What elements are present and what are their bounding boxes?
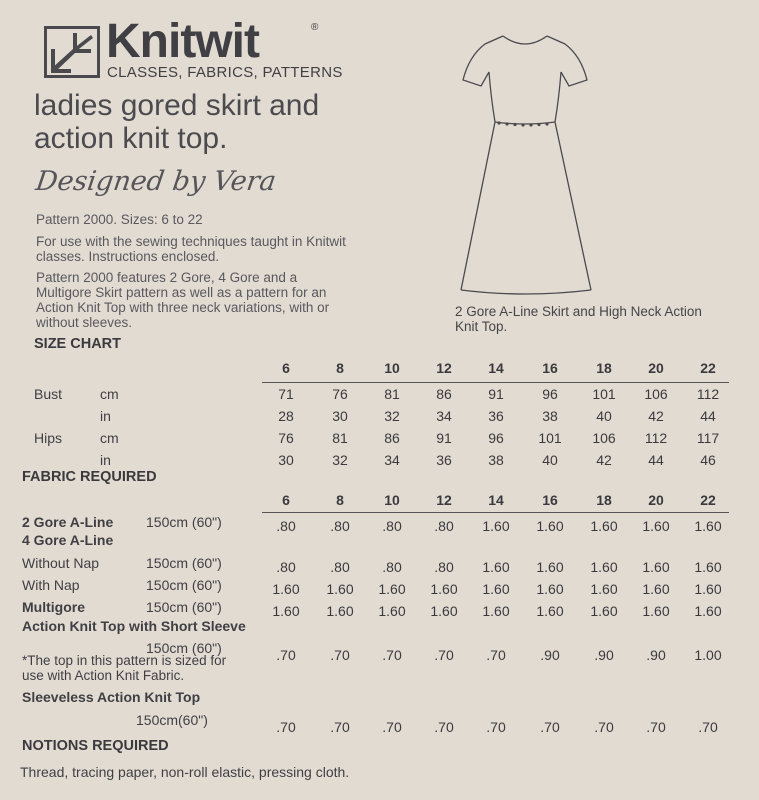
fabric-chart-rule: [262, 512, 729, 513]
table-cell: 1.60: [590, 603, 618, 619]
table-cell: 30: [332, 408, 348, 424]
fabric-row-label: Sleeveless Action Knit Top: [22, 689, 201, 705]
table-cell: .70: [382, 647, 402, 663]
size-header: 22: [700, 492, 716, 508]
size-header: 18: [596, 360, 612, 376]
size-header: 14: [488, 360, 504, 376]
table-cell: 40: [542, 452, 558, 468]
table-cell: .80: [382, 518, 402, 534]
table-cell: .70: [434, 647, 454, 663]
table-cell: 44: [648, 452, 664, 468]
size-header: 6: [282, 492, 290, 508]
fabric-row-label: With Nap: [22, 577, 80, 593]
table-cell: 38: [542, 408, 558, 424]
table-cell: 1.60: [272, 603, 300, 619]
description-text: Pattern 2000 features 2 Gore, 4 Gore and a Multigore Skirt pattern as well as a pattern for an Action Knit Top with three neck variations, with or without sleeves.: [36, 270, 330, 330]
table-cell: 81: [384, 386, 400, 402]
table-cell: 42: [648, 408, 664, 424]
table-cell: 112: [644, 430, 668, 446]
table-cell: 1.60: [482, 603, 510, 619]
size-header: 6: [282, 360, 290, 376]
table-cell: 86: [384, 430, 400, 446]
table-cell: 44: [700, 408, 716, 424]
size-header: 20: [648, 492, 664, 508]
table-cell: 1.60: [272, 581, 300, 597]
size-header: 10: [384, 492, 400, 508]
table-cell: 1.60: [590, 518, 618, 534]
table-cell: .70: [540, 719, 560, 735]
table-cell: 1.60: [326, 581, 354, 597]
table-cell: .70: [276, 719, 296, 735]
table-cell: 1.60: [694, 559, 722, 575]
table-cell: 30: [278, 452, 294, 468]
registered-mark: ®: [311, 22, 319, 33]
fabric-width: 150cm (60"): [146, 599, 222, 615]
table-cell: 117: [696, 430, 720, 446]
pattern-title-line2: action knit top.: [34, 122, 228, 155]
table-cell: .80: [434, 518, 454, 534]
table-cell: 32: [384, 408, 400, 424]
table-cell: 1.60: [642, 559, 670, 575]
table-cell: 1.60: [378, 581, 406, 597]
designer-signature: Designed by Vera: [33, 166, 278, 197]
table-cell: 101: [592, 386, 616, 402]
table-cell: 1.60: [694, 603, 722, 619]
table-cell: .70: [434, 719, 454, 735]
fabric-row-label: Action Knit Top with Short Sleeve: [22, 618, 246, 634]
size-header: 18: [596, 492, 612, 508]
dress-illustration: [455, 28, 595, 298]
table-cell: 1.60: [694, 518, 722, 534]
size-header: 10: [384, 360, 400, 376]
table-cell: 1.60: [642, 603, 670, 619]
table-cell: 1.60: [590, 581, 618, 597]
intro-text: For use with the sewing techniques taught in Knitwit classes. Instructions enclosed.: [36, 234, 346, 264]
knitwit-logo-icon: [44, 26, 100, 78]
size-header: 8: [336, 492, 344, 508]
size-header: 22: [700, 360, 716, 376]
fabric-required-title: FABRIC REQUIRED: [22, 469, 157, 485]
table-cell: .90: [594, 647, 614, 663]
unit-label: cm: [100, 386, 119, 402]
measurement-label: Bust: [34, 386, 63, 402]
fabric-row-label: Multigore: [22, 599, 85, 615]
unit-label: in: [100, 452, 111, 468]
fabric-width: 150cm (60"): [146, 640, 222, 656]
table-cell: 1.00: [694, 647, 722, 663]
table-cell: 86: [436, 386, 452, 402]
unit-label: cm: [100, 430, 119, 446]
table-cell: 1.60: [536, 603, 564, 619]
fabric-row-label: 2 Gore A-Line: [22, 514, 114, 530]
table-cell: 1.60: [482, 581, 510, 597]
table-cell: 106: [644, 386, 668, 402]
table-cell: 91: [436, 430, 452, 446]
brand-tagline: CLASSES, FABRICS, PATTERNS: [107, 64, 343, 81]
table-cell: .70: [698, 719, 718, 735]
table-cell: 40: [596, 408, 612, 424]
fabric-width: 150cm (60"): [146, 514, 222, 530]
notions-title: NOTIONS REQUIRED: [22, 738, 169, 754]
table-cell: 1.60: [430, 603, 458, 619]
table-cell: 36: [436, 452, 452, 468]
table-cell: .70: [486, 719, 506, 735]
table-cell: 112: [696, 386, 720, 402]
table-cell: 1.60: [642, 518, 670, 534]
table-cell: 1.60: [482, 518, 510, 534]
table-cell: .80: [276, 559, 296, 575]
size-header: 12: [436, 492, 452, 508]
table-cell: 101: [538, 430, 562, 446]
notions-text: Thread, tracing paper, non-roll elastic, pressing cloth.: [20, 764, 350, 780]
table-cell: 1.60: [378, 603, 406, 619]
table-cell: 1.60: [482, 559, 510, 575]
fabric-width: 150cm (60"): [146, 577, 222, 593]
table-cell: 34: [384, 452, 400, 468]
measurement-label: Hips: [34, 430, 63, 446]
fabric-row-label: 4 Gore A-Line: [22, 532, 114, 548]
table-cell: 1.60: [642, 581, 670, 597]
size-header: 8: [336, 360, 344, 376]
table-cell: 1.60: [694, 581, 722, 597]
fabric-note: *The top in this pattern is sized for use with Action Knit Fabric.: [22, 653, 227, 683]
table-cell: .70: [382, 719, 402, 735]
size-header: 12: [436, 360, 452, 376]
table-cell: 71: [278, 386, 294, 402]
table-cell: .70: [330, 647, 350, 663]
table-cell: .70: [486, 647, 506, 663]
size-header: 14: [488, 492, 504, 508]
table-cell: .70: [276, 647, 296, 663]
size-header: 20: [648, 360, 664, 376]
unit-label: in: [100, 408, 111, 424]
table-cell: 1.60: [536, 518, 564, 534]
table-cell: 1.60: [590, 559, 618, 575]
table-cell: .70: [330, 719, 350, 735]
table-cell: .80: [330, 518, 350, 534]
pattern-sizes: Pattern 2000. Sizes: 6 to 22: [36, 212, 203, 227]
table-cell: .90: [646, 647, 666, 663]
table-cell: 1.60: [430, 581, 458, 597]
table-cell: .90: [540, 647, 560, 663]
table-cell: 38: [488, 452, 504, 468]
table-cell: .80: [434, 559, 454, 575]
table-cell: 42: [596, 452, 612, 468]
table-cell: .70: [594, 719, 614, 735]
table-cell: 76: [278, 430, 294, 446]
table-cell: .70: [646, 719, 666, 735]
table-cell: 36: [488, 408, 504, 424]
table-cell: 76: [332, 386, 348, 402]
table-cell: 34: [436, 408, 452, 424]
fabric-row-label: Without Nap: [22, 555, 100, 571]
brand-name: Knitwit: [106, 15, 259, 68]
size-chart-title: SIZE CHART: [34, 336, 121, 352]
table-cell: 46: [700, 452, 716, 468]
table-cell: 91: [488, 386, 504, 402]
table-cell: 96: [542, 386, 558, 402]
table-cell: .80: [276, 518, 296, 534]
table-cell: 1.60: [536, 581, 564, 597]
pattern-title-line1: ladies gored skirt and: [34, 89, 320, 122]
table-cell: 32: [332, 452, 348, 468]
size-chart-rule: [262, 382, 729, 383]
fabric-width: 150cm(60"): [136, 712, 208, 728]
size-header: 16: [542, 492, 558, 508]
table-cell: .80: [382, 559, 402, 575]
table-cell: 28: [278, 408, 294, 424]
table-cell: 1.60: [536, 559, 564, 575]
table-cell: 81: [332, 430, 348, 446]
fabric-width: 150cm (60"): [146, 555, 222, 571]
table-cell: 96: [488, 430, 504, 446]
size-header: 16: [542, 360, 558, 376]
illustration-caption: 2 Gore A-Line Skirt and High Neck Action Knit Top.: [455, 304, 702, 334]
table-cell: 106: [592, 430, 616, 446]
table-cell: .80: [330, 559, 350, 575]
table-cell: 1.60: [326, 603, 354, 619]
